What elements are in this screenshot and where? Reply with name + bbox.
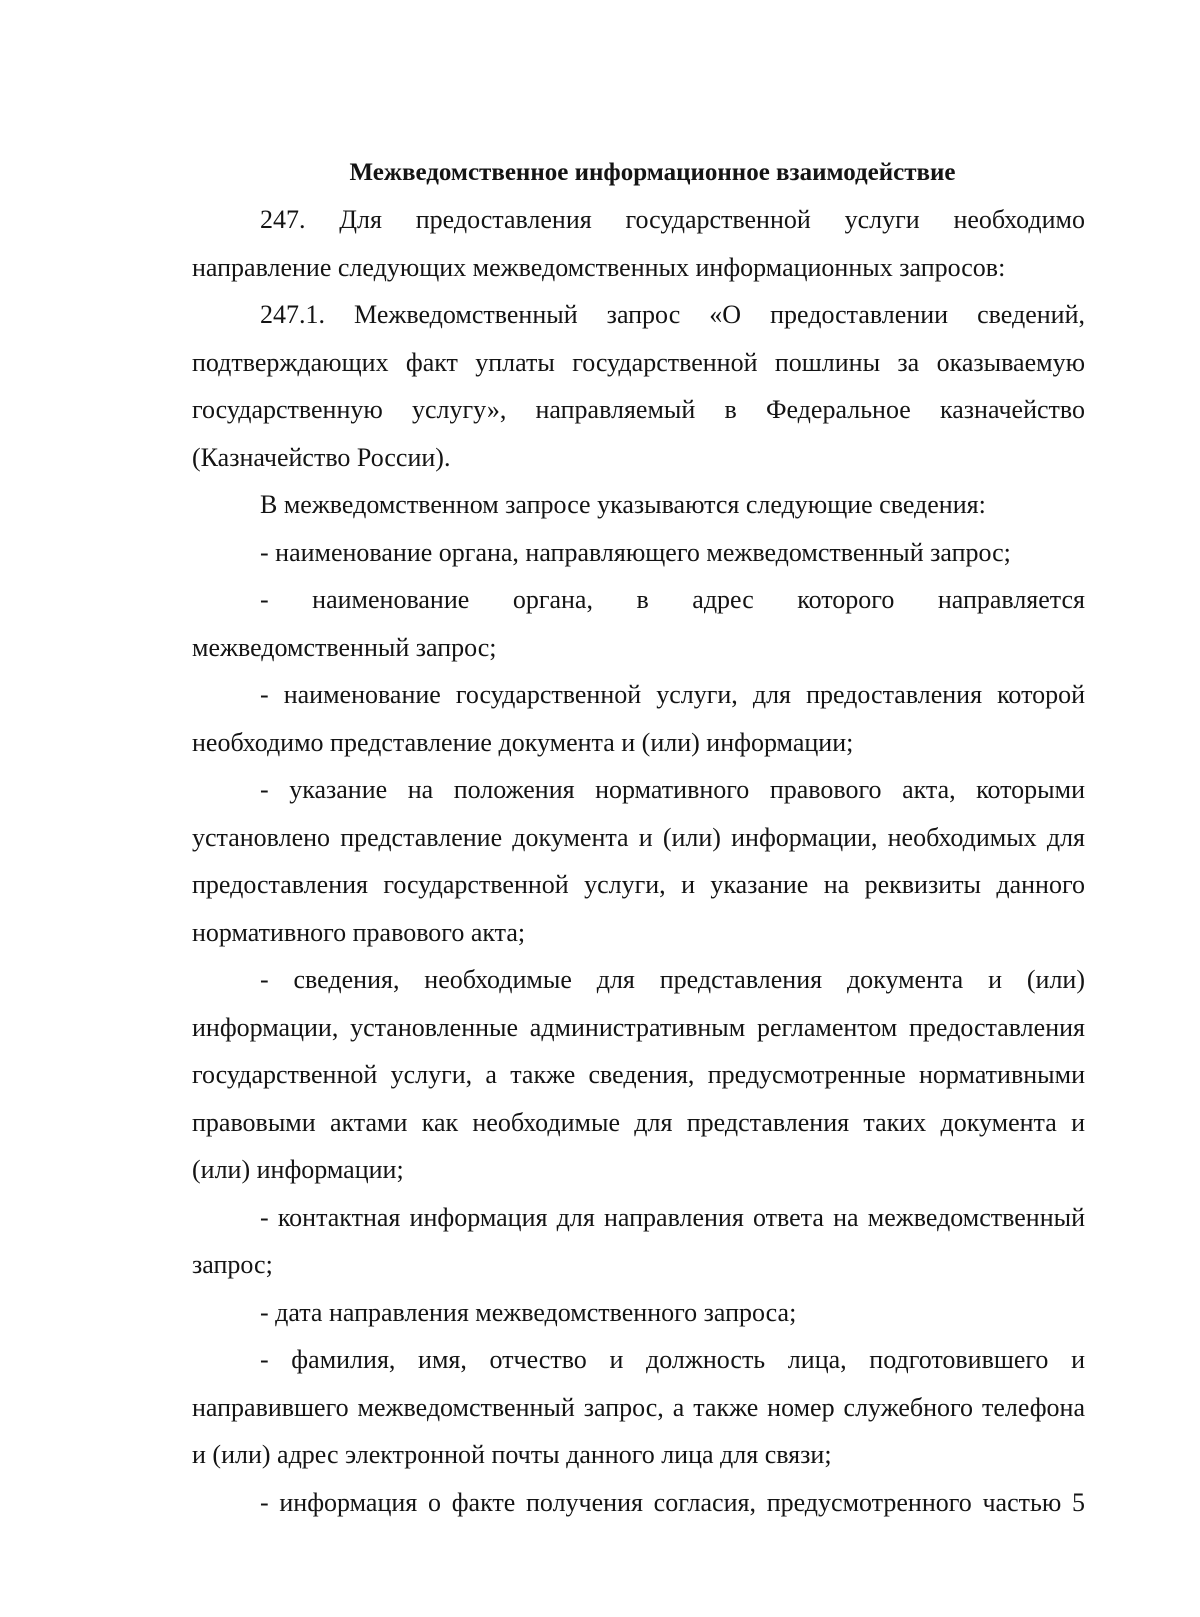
list-item-sender-organ: - наименование органа, направляющего межведомственный запрос; (260, 537, 1011, 567)
list-item-contact-info: - контактная информация для направления ответа на межведомственный запрос; (192, 1202, 1085, 1279)
paragraph-request-details-intro: В межведомственном запросе указываются следующие сведения: (260, 490, 986, 519)
list-item-legal-act: - указание на положения нормативного правового акта, которыми установлено представление документа и (или) информации, необходимых для предоставления государственной услуги, и указание на реквизиты данного нормативного правового акта; (192, 775, 1085, 947)
list-item-consent-info: - информация о факте получения согласия, предусмотренного частью 5 (260, 1487, 1085, 1517)
paragraph-247: 247. Для предоставления государственной услуги необходимо направление следующих межведомственных информационных запросов: (192, 205, 1085, 282)
list-item-responsible-person: - фамилия, имя, отчество и должность лица, подготовившего и направившего межведомственный запрос, а также номер служебного телефона и (или) адрес электронной почты данного лица для связи; (192, 1345, 1085, 1469)
list-item-request-date: - дата направления межведомственного запроса; (260, 1297, 797, 1327)
list-item-required-info: - сведения, необходимые для представления документа и (или) информации, установленные административным регламентом предоставления государственной услуги, а также сведения, предусмотренные нормативными правовыми актами как необходимые для представления таких документа и (или) информации; (192, 965, 1085, 1184)
list-item-recipient-organ: - наименование органа, в адрес которого направляется межведомственный запрос; (192, 585, 1085, 662)
document-body (192, 150, 1085, 1526)
paragraph-247-1: 247.1. Межведомственный запрос «О предоставлении сведений, подтверждающих факт уплаты государственной пошлины за оказываемую государственную услугу», направляемый в Федеральное казначейство (Казначейство России). (192, 300, 1085, 472)
list-item-service-name: - наименование государственной услуги, для предоставления которой необходимо представление документа и (или) информации; (192, 680, 1085, 757)
section-heading: Межведомственное информационное взаимодействие (349, 159, 956, 186)
